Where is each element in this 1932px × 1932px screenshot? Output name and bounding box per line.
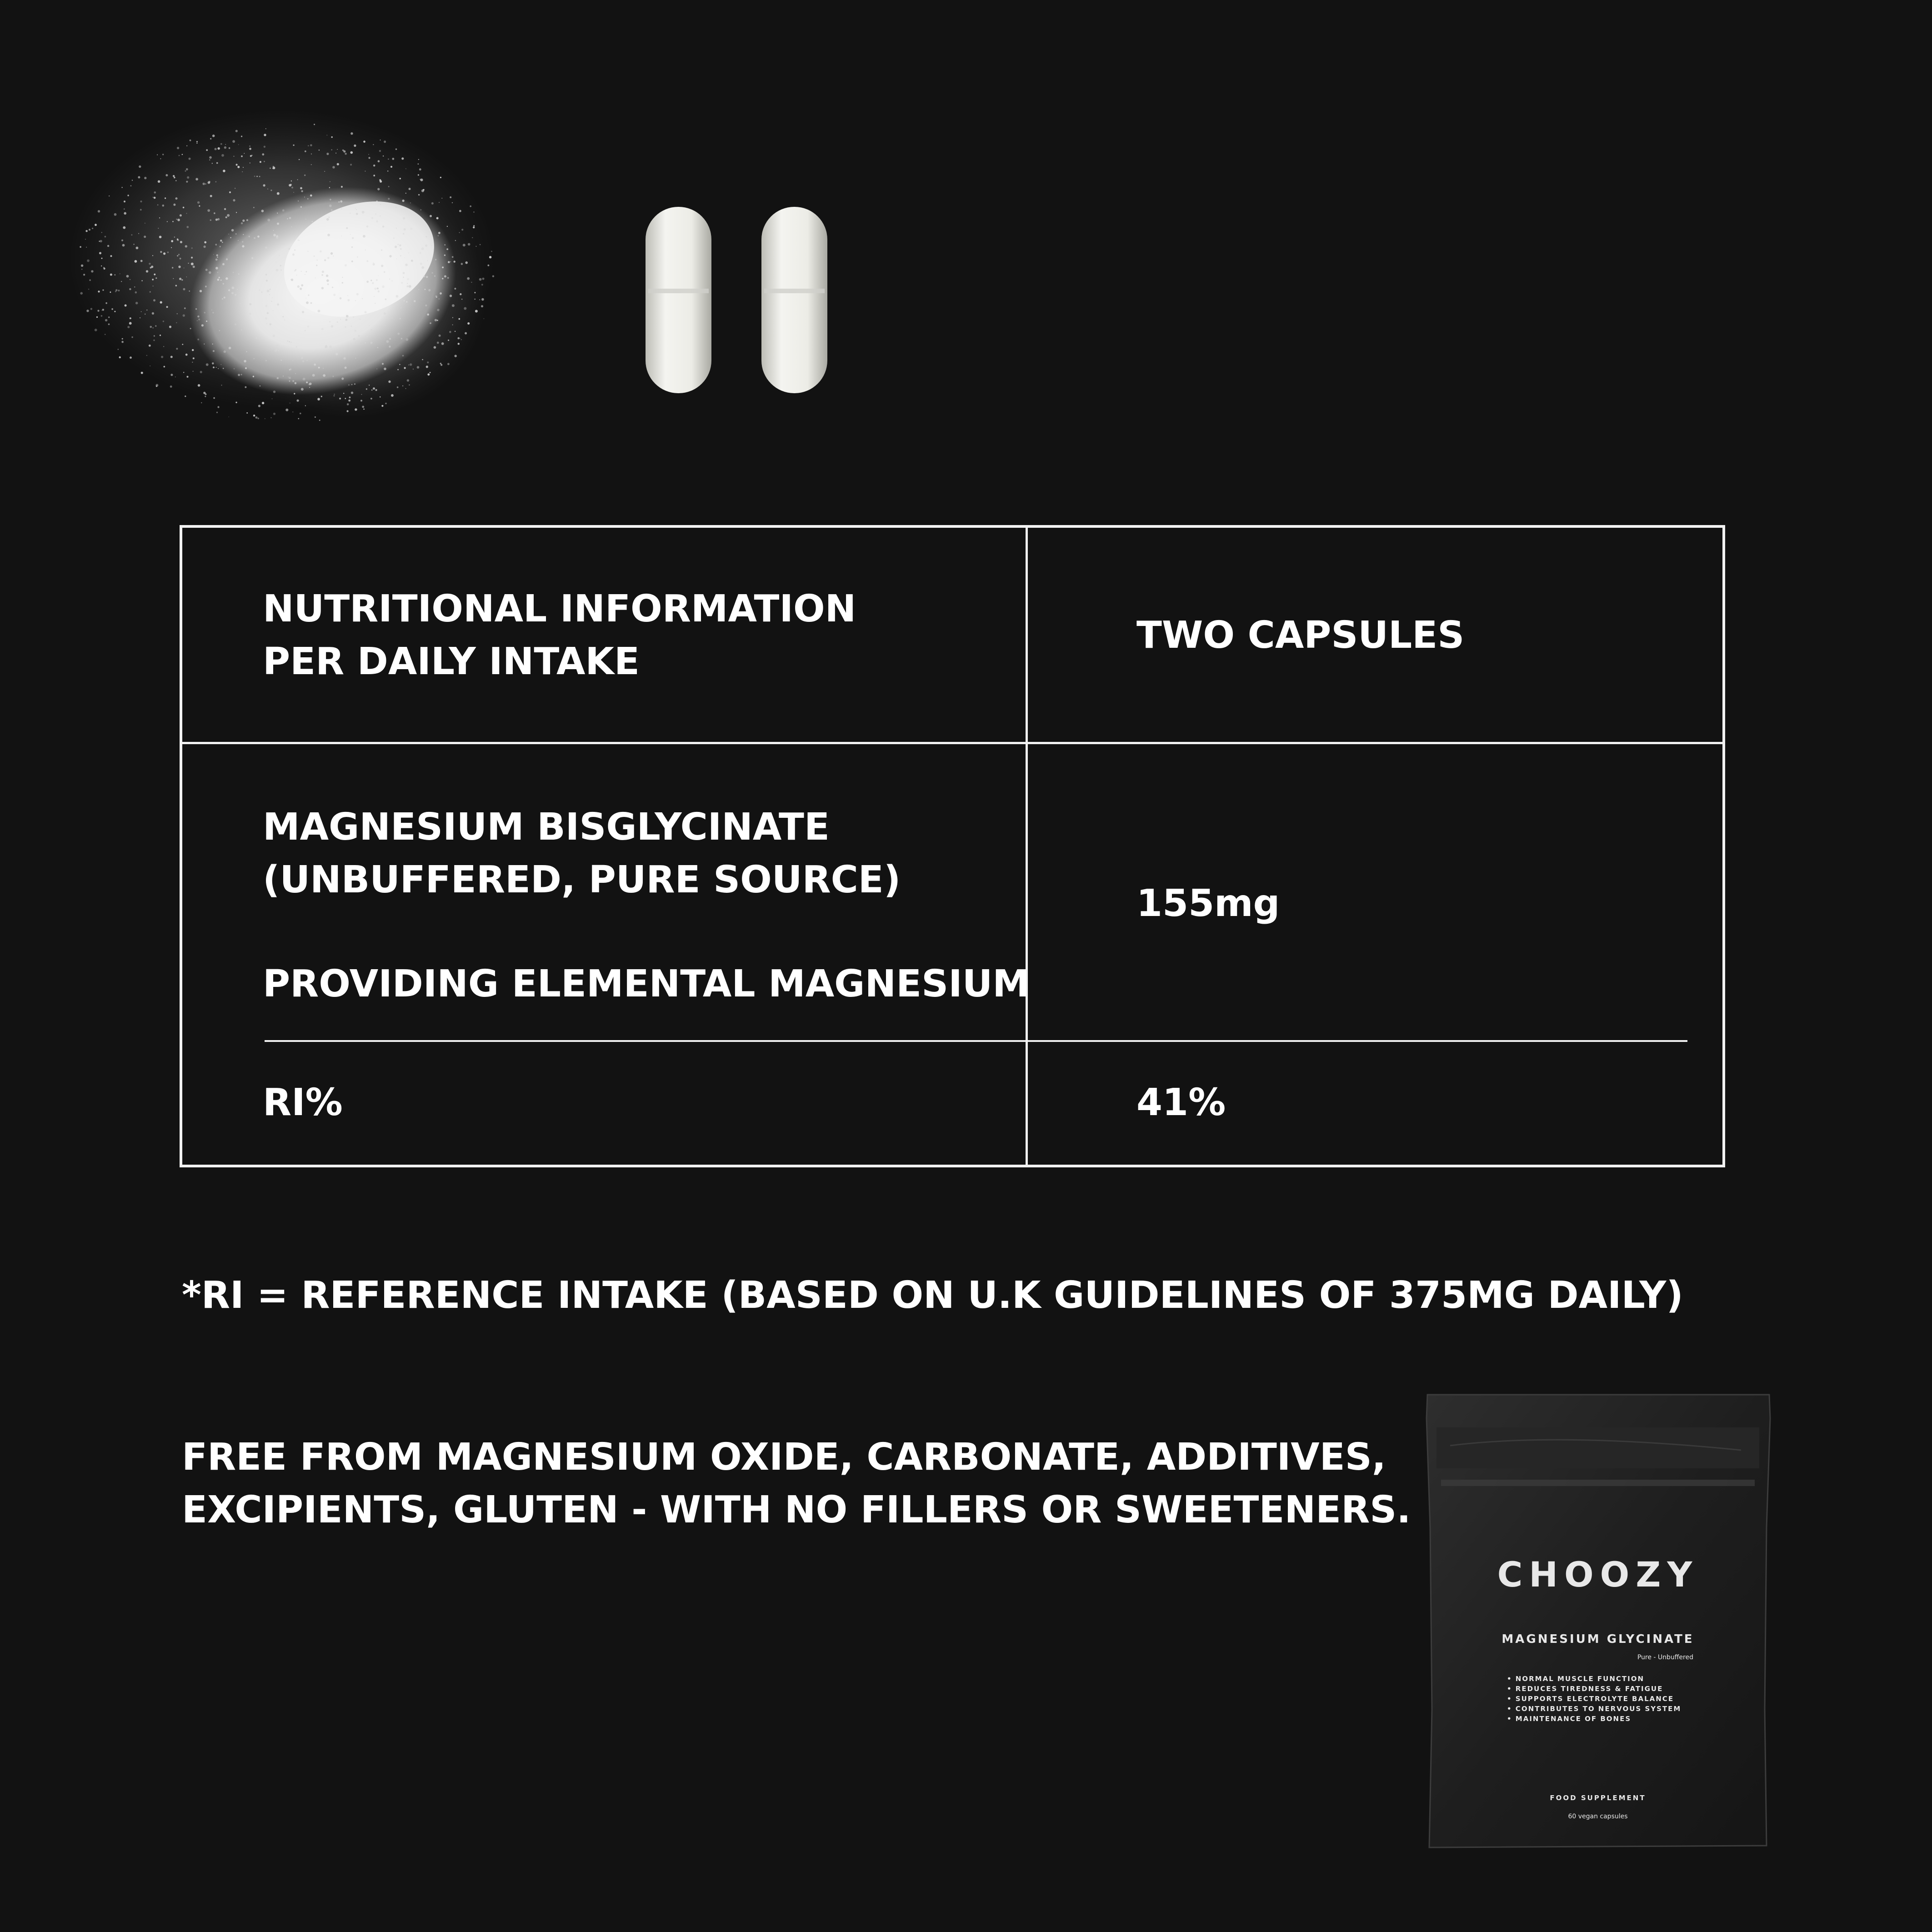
table-border-top: [180, 525, 1725, 528]
capsule-right: [761, 207, 827, 393]
pouch-food-supplement: FOOD SUPPLEMENT: [1550, 1794, 1646, 1802]
zip-seal: [1441, 1480, 1755, 1486]
pouch-benefit: • REDUCES TIREDNESS & FATIGUE: [1507, 1685, 1663, 1693]
free-from-line-1: FREE FROM MAGNESIUM OXIDE, CARBONATE, ADDITIVES,: [182, 1436, 1386, 1479]
header-left-line-1: NUTRITIONAL INFORMATION: [263, 587, 856, 631]
pouch-benefit: • SUPPORTS ELECTROLYTE BALANCE: [1507, 1695, 1674, 1703]
powder-pile-image: [68, 109, 509, 445]
table-border-left: [180, 525, 182, 1167]
capsule-left: [646, 207, 711, 393]
ingredient-name: MAGNESIUM BISGLYCINATE: [263, 806, 830, 849]
ingredient-qualifier: (UNBUFFERED, PURE SOURCE): [263, 858, 901, 901]
pouch-capsule-count: 60 vegan capsules: [1568, 1813, 1628, 1820]
product-pouch-image: [1423, 1391, 1773, 1850]
free-from-line-2: EXCIPIENTS, GLUTEN - WITH NO FILLERS OR SWEETENERS.: [182, 1488, 1411, 1532]
header-right: TWO CAPSULES: [1136, 614, 1465, 657]
pouch-product-name: MAGNESIUM GLYCINATE: [1502, 1632, 1694, 1646]
capsules-image: [636, 200, 836, 400]
pouch-brand: CHOOZY: [1497, 1554, 1699, 1595]
ingredient-value: 155mg: [1136, 882, 1280, 925]
pouch-benefit: • MAINTENANCE OF BONES: [1507, 1715, 1632, 1723]
ri-label: RI%: [263, 1081, 343, 1124]
ri-value: 41%: [1136, 1081, 1226, 1124]
table-border-bottom: [180, 1165, 1725, 1167]
table-border-right: [1722, 525, 1725, 1167]
table-row-divider-thin: [265, 1040, 1687, 1042]
pouch-subtitle: Pure - Unbuffered: [1637, 1654, 1693, 1661]
header-left-line-2: PER DAILY INTAKE: [263, 640, 640, 683]
reference-intake-footnote: *RI = REFERENCE INTAKE (BASED ON U.K GUIDELINES OF 375MG DAILY): [182, 1274, 1683, 1317]
pouch-benefit: • CONTRIBUTES TO NERVOUS SYSTEM: [1507, 1705, 1682, 1713]
table-row-divider: [180, 742, 1725, 744]
table-column-divider: [1026, 525, 1028, 1167]
pouch-benefit: • NORMAL MUSCLE FUNCTION: [1507, 1675, 1645, 1683]
ingredient-elemental: PROVIDING ELEMENTAL MAGNESIUM: [263, 962, 1030, 1006]
